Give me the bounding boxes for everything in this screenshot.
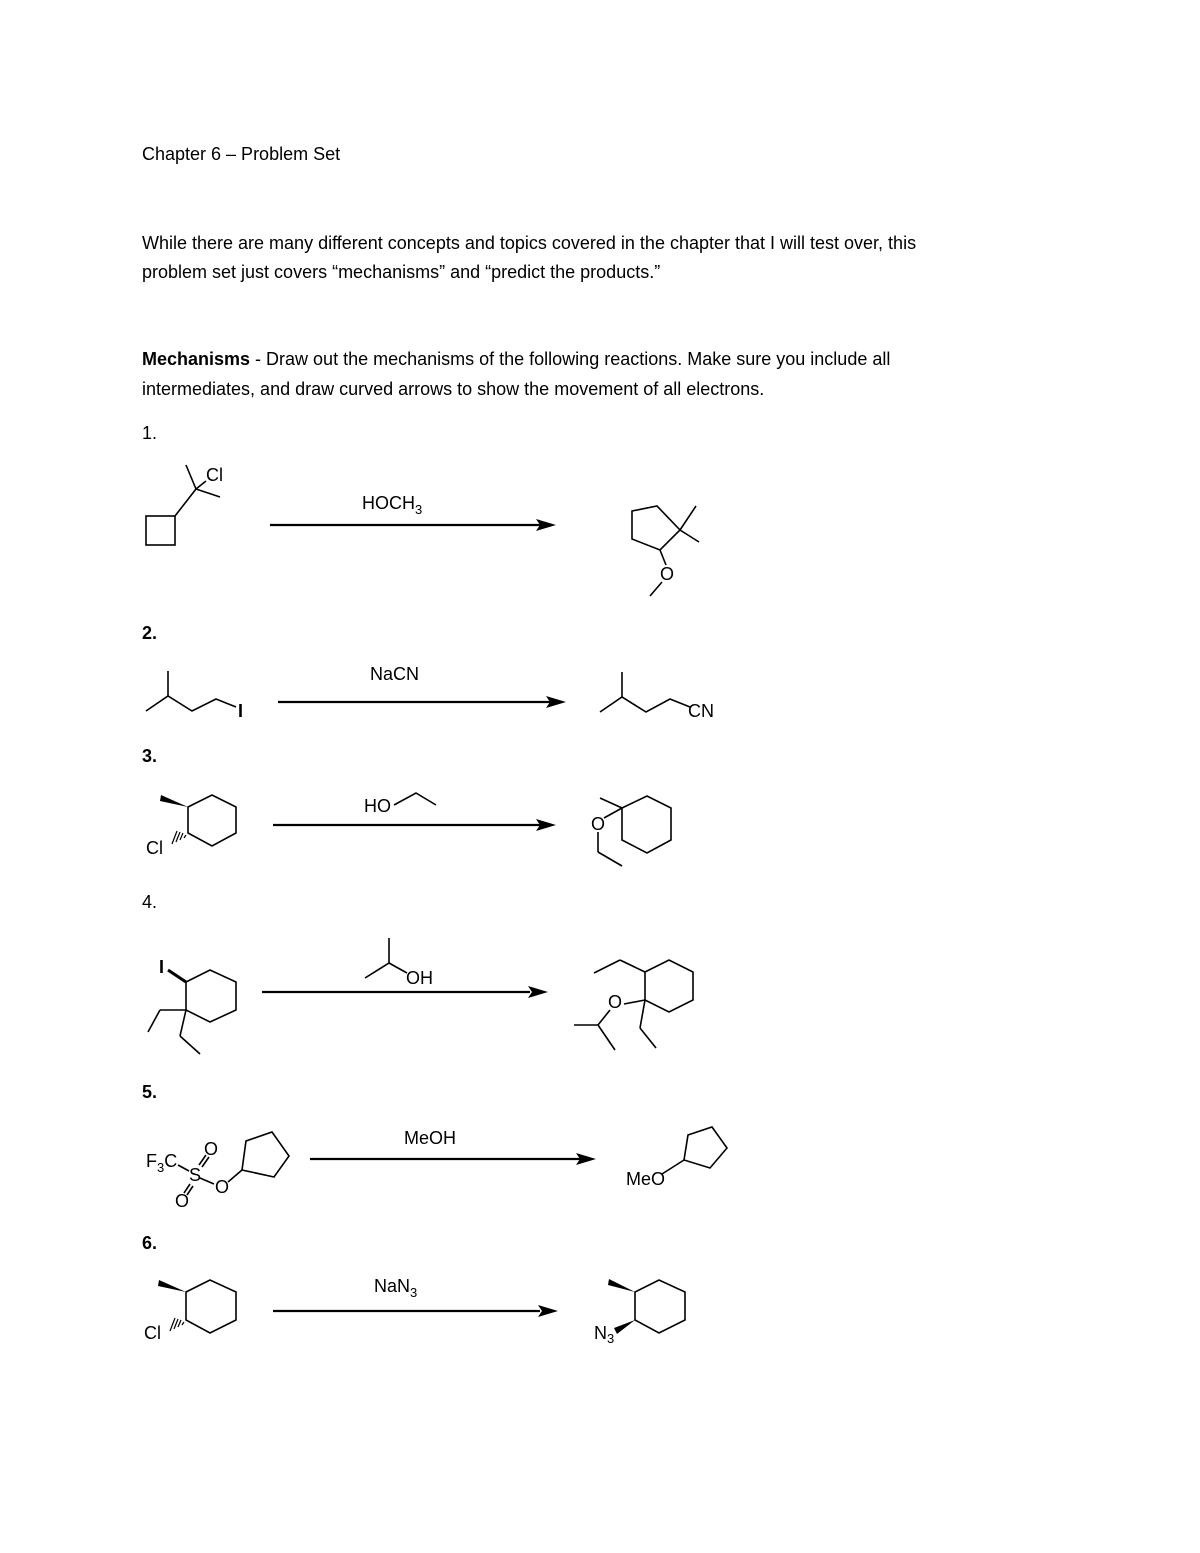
product-5 <box>626 1127 727 1189</box>
problem-number-1: 1. <box>142 423 158 443</box>
bond <box>600 798 622 808</box>
reagent-label-6: NaN$_3$ <box>374 1276 418 1300</box>
reagent-label-5: MeOH <box>404 1128 457 1148</box>
ethyl-chain <box>394 793 436 805</box>
problem-number-5: 5. <box>142 1082 158 1102</box>
reaction-arrow-6 <box>273 1305 558 1317</box>
bond <box>168 970 186 982</box>
reagent-label-2: NaCN <box>370 664 420 684</box>
reaction-1 <box>0 455 1200 615</box>
atom-label: $N_3$ <box>594 1323 615 1346</box>
atom-label: O <box>608 992 623 1012</box>
reaction-arrow-4 <box>262 986 548 998</box>
reaction-arrow-2 <box>278 696 566 708</box>
reaction-5 <box>0 1120 1200 1220</box>
wedge-bond <box>608 1279 635 1292</box>
cyclohexane-ring <box>622 796 671 853</box>
atom-label: O <box>591 814 606 834</box>
bond <box>598 1010 610 1025</box>
intro-line-1: While there are many different concepts and topics covered in the chapter that I will test over, this <box>142 233 917 253</box>
reaction-2 <box>0 655 1200 735</box>
atom-label: Cl <box>144 1323 161 1343</box>
bond <box>650 582 662 596</box>
bond <box>660 550 666 565</box>
cyclobutane-ring <box>146 516 175 545</box>
mechanisms-heading: Mechanisms <box>142 349 251 369</box>
wedge-bond <box>160 795 188 807</box>
cyclohexane-ring <box>188 795 236 846</box>
carbon-chain <box>146 696 236 711</box>
bond <box>196 481 206 489</box>
reaction-arrow-3 <box>273 819 556 831</box>
cyclopentane-ring <box>684 1127 727 1168</box>
page-title: Chapter 6 – Problem Set <box>142 144 341 164</box>
reagent-label-3: HO <box>364 796 391 816</box>
bond <box>196 489 220 497</box>
bond <box>662 1160 684 1174</box>
bond <box>389 963 407 973</box>
atom-label: Cl <box>146 838 163 858</box>
reaction-4 <box>0 930 1200 1060</box>
atom-label: O <box>660 564 675 584</box>
bond <box>148 1010 160 1032</box>
product-4 <box>574 960 693 1050</box>
cyclohexane-ring <box>186 1280 236 1333</box>
atom-label: O <box>215 1177 230 1197</box>
mechanisms-instruction <box>142 344 890 374</box>
cyclohexane-ring <box>645 960 693 1012</box>
bond <box>180 1010 186 1036</box>
wedge-bond <box>614 1320 635 1334</box>
reaction-arrow-1 <box>270 519 556 531</box>
intro-line-2: problem set just covers “mechanisms” and “predict the products.” <box>142 262 661 282</box>
bond <box>620 960 645 972</box>
problem-number-6: 6. <box>142 1233 158 1253</box>
atom-label: S <box>189 1165 202 1185</box>
bond <box>186 465 196 489</box>
problem-number-4: 4. <box>142 892 158 912</box>
bond <box>680 530 699 542</box>
cyclopentane-ring <box>632 506 680 550</box>
reaction-3 <box>0 780 1200 880</box>
atom-label: CN <box>688 701 714 721</box>
bond <box>598 1025 615 1050</box>
product-2 <box>600 672 714 721</box>
bond <box>640 1000 645 1028</box>
bond <box>180 1036 200 1054</box>
reactant-5 <box>146 1132 289 1211</box>
product-3 <box>591 796 671 866</box>
bond <box>624 1000 645 1004</box>
atom-label: I <box>238 701 244 721</box>
wedge-bond <box>158 1280 186 1292</box>
reactant-3 <box>146 795 236 858</box>
bond <box>594 960 620 973</box>
reagent-3 <box>364 793 436 816</box>
atom-label: I <box>159 957 165 977</box>
reagent-4 <box>365 938 433 988</box>
product-6 <box>594 1279 685 1346</box>
problem-number-2: 2. <box>142 623 158 643</box>
bond <box>598 852 622 866</box>
instruction-line-1: - Draw out the mechanisms of the following reactions. Make sure you include all <box>250 349 891 369</box>
atom-label: O <box>175 1191 190 1211</box>
product-1 <box>632 506 699 596</box>
bond <box>640 1028 656 1048</box>
cyclohexane-ring <box>186 970 236 1022</box>
reaction-6 <box>0 1265 1200 1365</box>
reactant-6 <box>144 1280 236 1343</box>
reagent-label-1: $HOCH_3$ <box>362 493 423 517</box>
reactant-4 <box>148 957 236 1054</box>
problem-number-3: 3. <box>142 746 158 766</box>
bond <box>365 963 389 978</box>
bond <box>604 808 622 818</box>
reactant-1 <box>146 465 223 545</box>
reactant-2 <box>146 671 243 721</box>
atom-label: MeO <box>626 1169 666 1189</box>
reagent-label-4: OH <box>406 968 433 988</box>
bond <box>228 1170 242 1182</box>
cyclohexane-ring <box>635 1280 685 1333</box>
bond <box>175 489 196 516</box>
atom-label: Cl <box>206 465 223 485</box>
reaction-arrow-5 <box>310 1153 596 1165</box>
bond <box>200 1178 214 1184</box>
cyclopentane-ring <box>242 1132 289 1177</box>
instruction-line-2: intermediates, and draw curved arrows to show the movement of all electrons. <box>142 379 765 399</box>
atom-label: O <box>204 1139 219 1159</box>
carbon-chain <box>600 697 690 712</box>
bond <box>680 506 696 530</box>
atom-label: $F_3C$ <box>146 1151 178 1175</box>
bond <box>178 1165 189 1171</box>
